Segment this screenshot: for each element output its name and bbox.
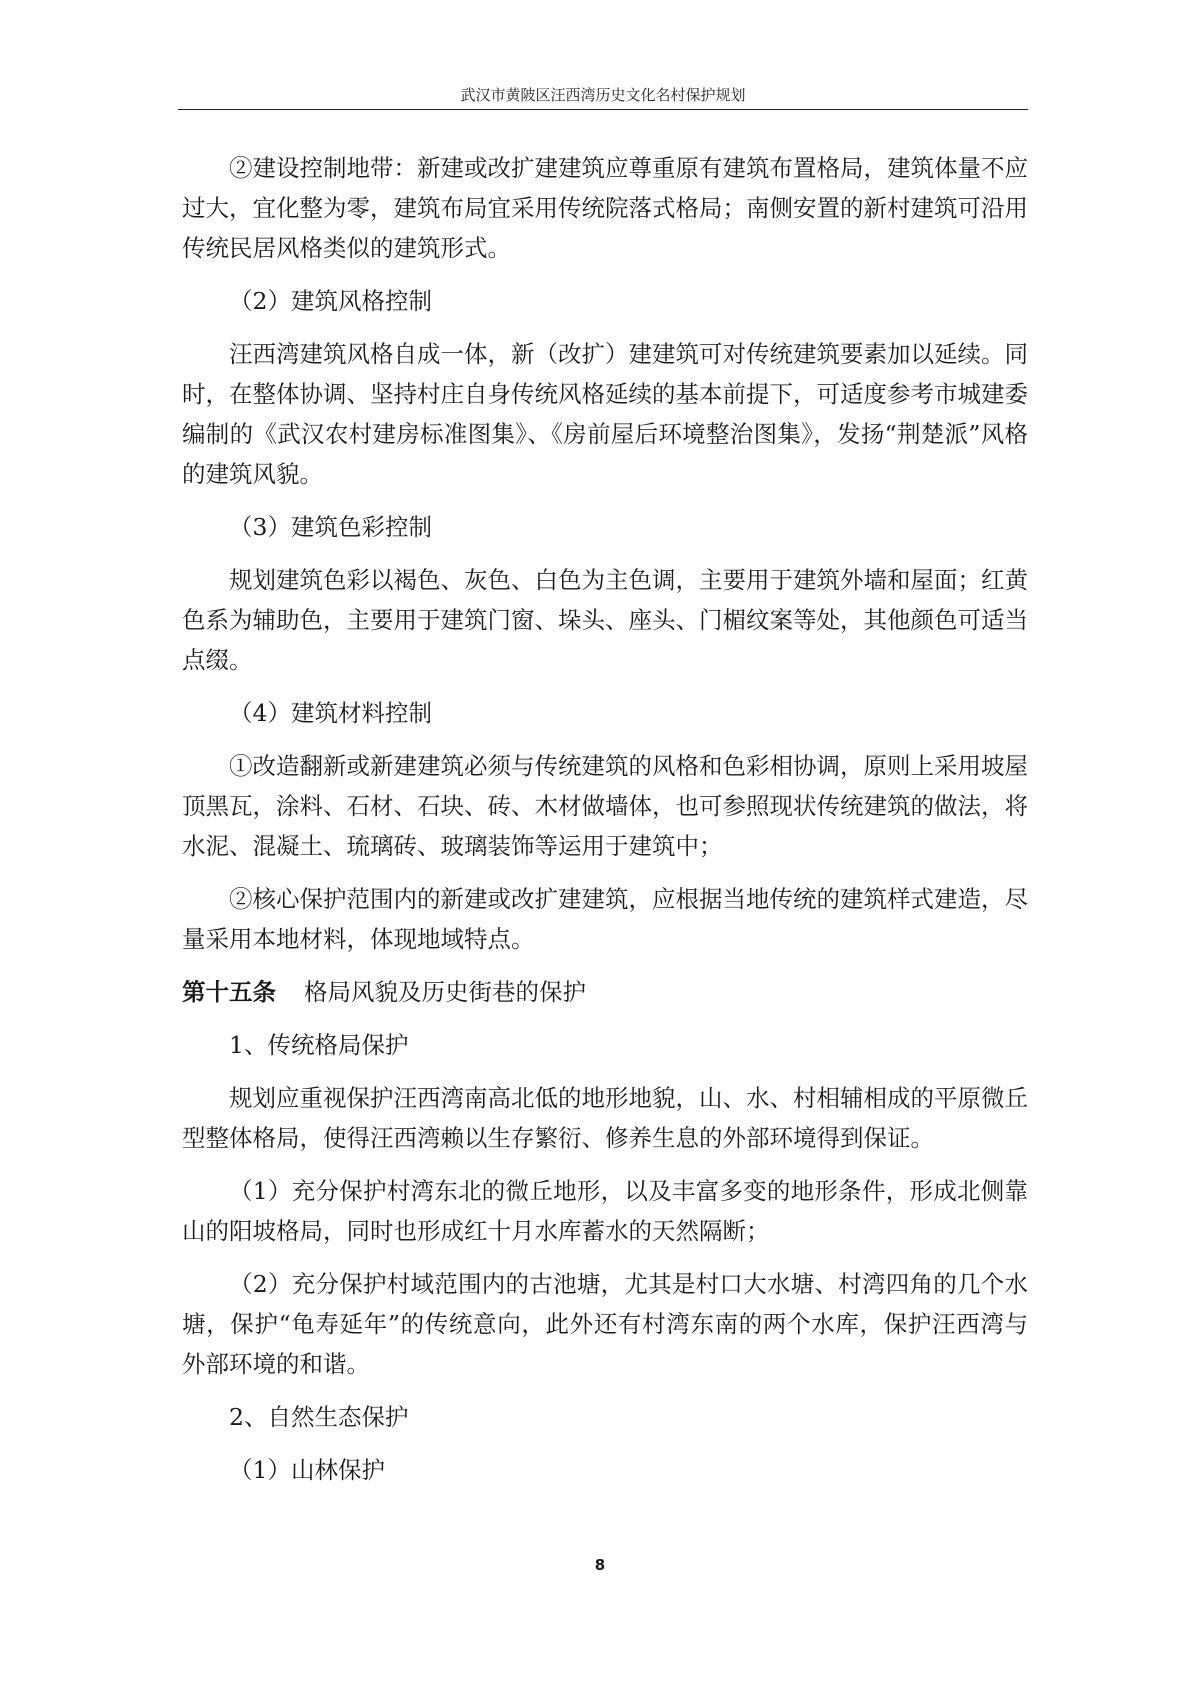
article-heading xyxy=(182,972,1028,1012)
subheading-traditional-pattern: 1、传统格局保护 xyxy=(229,1031,409,1059)
article-number: 第十五条 xyxy=(182,978,276,1006)
paragraph-pond-protection: （2）充分保护村域范围内的古池塘，尤其是村口大水塘、村湾四角的几个水塘，保护“龟寿延年”的传统意向，此外还有村湾东南的两个水库，保护汪西湾与外部环境的和谐。 xyxy=(182,1270,1028,1378)
subheading-natural-ecology: 2、自然生态保护 xyxy=(229,1403,409,1431)
article-title: 格局风貌及历史街巷的保护 xyxy=(304,978,586,1006)
paragraph-terrain-protection: （1）充分保护村湾东北的微丘地形，以及丰富多变的地形条件，形成北侧靠山的阳坡格局，同时也形成红十月水库蓄水的天然隔断； xyxy=(182,1177,1028,1245)
subheading-building-material: （4）建筑材料控制 xyxy=(229,699,432,727)
paragraph-material-core-zone: ②核心保护范围内的新建或改扩建建筑，应根据当地传统的建筑样式建造，尽量采用本地材料，体现地域特点。 xyxy=(182,885,1028,953)
subheading-architectural-style: （2）建筑风格控制 xyxy=(229,287,432,315)
header-rule xyxy=(178,109,1028,110)
subheading-building-color: （3）建筑色彩控制 xyxy=(229,513,432,541)
paragraph-construction-control-zone: ②建设控制地带：新建或改扩建建筑应尊重原有建筑布置格局，建筑体量不应过大，宜化整为零，建筑布局宜采用传统院落式格局；南侧安置的新村建筑可沿用传统民居风格类似的建筑形式。 xyxy=(182,154,1028,262)
running-header: 武汉市黄陂区汪西湾历史文化名村保护规划 xyxy=(460,86,746,104)
paragraph-material-renovation: ①改造翻新或新建建筑必须与传统建筑的风格和色彩相协调，原则上采用坡屋顶黑瓦，涂料、石材、石块、砖、木材做墙体，也可参照现状传统建筑的做法，将水泥、混凝土、琉璃砖、玻璃装饰等运用于建筑中； xyxy=(182,752,1028,860)
paragraph-building-color: 规划建筑色彩以褐色、灰色、白色为主色调，主要用于建筑外墙和屋面；红黄色系为辅助色，主要用于建筑门窗、垛头、座头、门楣纹案等处，其他颜色可适当点缀。 xyxy=(182,566,1028,674)
paragraph-traditional-pattern: 规划应重视保护汪西湾南高北低的地形地貌，山、水、村相辅相成的平原微丘型整体格局，使得汪西湾赖以生存繁衍、修养生息的外部环境得到保证。 xyxy=(182,1084,1028,1152)
paragraph-architectural-style: 汪西湾建筑风格自成一体，新（改扩）建建筑可对传统建筑要素加以延续。同时，在整体协调、坚持村庄自身传统风格延续的基本前提下，可适度参考市城建委编制的《武汉农村建房标准图集》、《房前屋后环境整治图集》，发扬“荆楚派”风格的建筑风貌。 xyxy=(182,340,1028,488)
page-number: 8 xyxy=(594,1556,606,1574)
subheading-forest-protection: （1）山林保护 xyxy=(229,1456,385,1484)
document-body xyxy=(182,148,1028,1503)
